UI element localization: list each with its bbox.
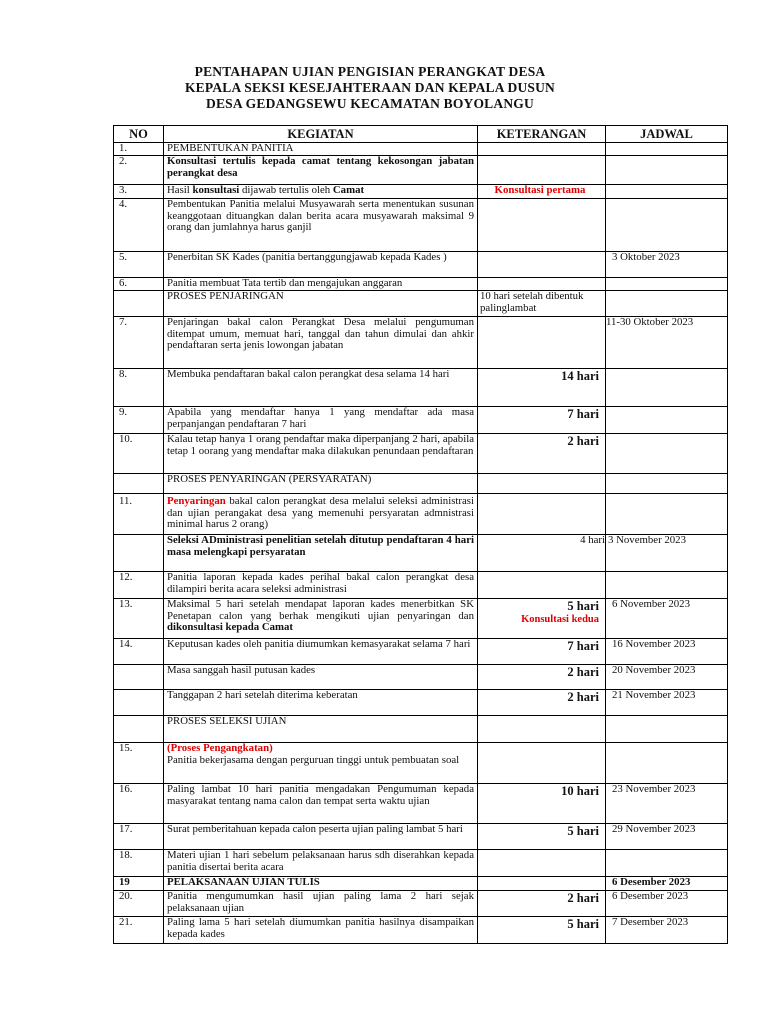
row-kegiatan: Apabila yang mendaftar hanya 1 yang mendaftar ada masa perpanjangan pendaftaran 7 hari	[164, 407, 478, 434]
table-row	[114, 474, 728, 494]
row-kegiatan: PEMBENTUKAN PANITIA	[164, 143, 478, 156]
row-jadwal	[606, 143, 728, 156]
row-keterangan	[478, 199, 606, 252]
table-row	[114, 572, 728, 599]
row-kegiatan: Panitia laporan kepada kades perihal bakal calon perangkat desa dilampiri berita acara seleksi administrasi	[164, 572, 478, 599]
row-kegiatan: Masa sanggah hasil putusan kades	[164, 665, 478, 690]
row-no	[114, 535, 164, 572]
header-jadwal: JADWAL	[606, 126, 728, 143]
row-keterangan	[478, 494, 606, 535]
row-no: 9.	[114, 407, 164, 434]
schedule-table	[113, 125, 728, 944]
row-jadwal	[606, 494, 728, 535]
row-jadwal	[606, 369, 728, 407]
row-no: 19	[114, 877, 164, 891]
row-jadwal: 7 Desember 2023	[606, 917, 728, 944]
row-keterangan: 2 hari	[478, 690, 606, 716]
table-row	[114, 665, 728, 690]
keterangan-value: 5 hari	[567, 599, 599, 613]
row-no: 1.	[114, 143, 164, 156]
kegiatan-red-part: Penyaringan	[167, 495, 226, 507]
row-keterangan	[478, 850, 606, 877]
row-keterangan: 7 hari	[478, 639, 606, 665]
title-line-2: KEPALA SEKSI KESEJAHTERAAN DAN KEPALA DUSUN	[184, 80, 556, 95]
table-row	[114, 199, 728, 252]
row-no: 2.	[114, 156, 164, 185]
keterangan-note: Konsultasi kedua	[521, 614, 599, 625]
row-no: 5.	[114, 252, 164, 278]
row-no: 7.	[114, 317, 164, 369]
document-title	[0, 64, 740, 112]
row-jadwal	[606, 850, 728, 877]
row-keterangan	[478, 278, 606, 291]
row-no: 13.	[114, 599, 164, 639]
row-no: 12.	[114, 572, 164, 599]
row-keterangan	[478, 143, 606, 156]
row-keterangan: 5 hari	[478, 917, 606, 944]
row-kegiatan: PROSES SELEKSI UJIAN	[164, 716, 478, 743]
table-row	[114, 824, 728, 850]
row-no: 20.	[114, 891, 164, 917]
row-jadwal: 6 November 2023	[606, 599, 728, 639]
title-line-1: PENTAHAPAN UJIAN PENGISIAN PERANGKAT DESA	[194, 64, 546, 79]
row-keterangan: 4 hari	[478, 535, 606, 572]
table-header-row	[114, 126, 728, 143]
row-jadwal: 21 November 2023	[606, 690, 728, 716]
row-no	[114, 291, 164, 317]
row-kegiatan: Penerbitan SK Kades (panitia bertanggungjawab kepada Kades )	[164, 252, 478, 278]
row-jadwal: 11-30 Oktober 2023	[606, 317, 728, 369]
kegiatan-part: Hasil	[167, 184, 193, 196]
row-kegiatan: Paling lama 5 hari setelah diumumkan panitia hasilnya disampaikan kepada kades	[164, 917, 478, 944]
table-row	[114, 716, 728, 743]
row-keterangan	[478, 572, 606, 599]
table-row	[114, 850, 728, 877]
table-row	[114, 434, 728, 474]
table-row	[114, 891, 728, 917]
row-no: 21.	[114, 917, 164, 944]
row-kegiatan: Panitia mengumumkan hasil ujian paling lama 2 hari sejak pelaksanaan ujian	[164, 891, 478, 917]
row-jadwal	[606, 572, 728, 599]
row-kegiatan: Tanggapan 2 hari setelah diterima keberatan	[164, 690, 478, 716]
table-row	[114, 185, 728, 199]
row-kegiatan: Konsultasi tertulis kepada camat tentang kekosongan jabatan perangkat desa	[164, 156, 478, 185]
row-kegiatan: Materi ujian 1 hari sebelum pelaksanaan harus sdh diserahkan kepada panitia disertai berita acara	[164, 850, 478, 877]
row-keterangan: 2 hari	[478, 665, 606, 690]
row-keterangan: 10 hari setelah dibentuk palinglambat	[478, 291, 606, 317]
table-row	[114, 291, 728, 317]
row-jadwal: 20 November 2023	[606, 665, 728, 690]
row-jadwal	[606, 185, 728, 199]
row-kegiatan	[164, 185, 478, 199]
row-kegiatan: Surat pemberitahuan kepada calon peserta ujian paling lambat 5 hari	[164, 824, 478, 850]
row-kegiatan: Seleksi ADministrasi penelitian setelah ditutup pendaftaran 4 hari masa melengkapi persyaratan	[164, 535, 478, 572]
row-jadwal	[606, 156, 728, 185]
row-kegiatan: Kalau tetap hanya 1 orang pendaftar maka diperpanjang 2 hari, apabila tetap 1 oorang yang mendaftar maka dilakukan penundaan pendaftaran	[164, 434, 478, 474]
table-row	[114, 278, 728, 291]
header-keterangan: KETERANGAN	[478, 126, 606, 143]
row-no	[114, 665, 164, 690]
row-kegiatan: Pembentukan Panitia melalui Musyawarah serta menentukan susunan keanggotaan dituangkan dalan berita acara musyawarah maksimal 9 orang dan jumlahnya harus ganjil	[164, 199, 478, 252]
row-no	[114, 690, 164, 716]
table-row	[114, 877, 728, 891]
row-jadwal	[606, 743, 728, 784]
row-kegiatan: Membuka pendaftaran bakal calon perangkat desa selama 14 hari	[164, 369, 478, 407]
row-no	[114, 474, 164, 494]
row-kegiatan: PELAKSANAAN UJIAN TULIS	[164, 877, 478, 891]
row-kegiatan: PROSES PENJARINGAN	[164, 291, 478, 317]
table-row	[114, 784, 728, 824]
header-no: NO	[114, 126, 164, 143]
row-jadwal: 29 November 2023	[606, 824, 728, 850]
row-no: 6.	[114, 278, 164, 291]
row-keterangan: 5 hari	[478, 824, 606, 850]
row-jadwal	[606, 199, 728, 252]
row-no: 11.	[114, 494, 164, 535]
kegiatan-bold-part: konsultasi	[192, 184, 240, 196]
table-row	[114, 917, 728, 944]
kegiatan-bold-part: Camat	[332, 184, 365, 196]
row-keterangan: 7 hari	[478, 407, 606, 434]
row-no: 17.	[114, 824, 164, 850]
row-no: 18.	[114, 850, 164, 877]
row-kegiatan	[164, 743, 478, 784]
row-kegiatan: Keputusan kades oleh panitia diumumkan kemasyarakat selama 7 hari	[164, 639, 478, 665]
row-keterangan	[478, 317, 606, 369]
kegiatan-part: Panitia bekerjasama dengan perguruan tinggi untuk pembuatan soal	[167, 753, 460, 766]
row-no: 8.	[114, 369, 164, 407]
row-keterangan: 2 hari	[478, 891, 606, 917]
row-keterangan	[478, 877, 606, 891]
row-jadwal	[606, 291, 728, 317]
table-row	[114, 690, 728, 716]
row-keterangan	[478, 252, 606, 278]
kegiatan-red-part: (Proses Pengangkatan)	[167, 742, 273, 754]
row-keterangan	[478, 474, 606, 494]
row-jadwal: 3 Oktober 2023	[606, 252, 728, 278]
table-row	[114, 743, 728, 784]
row-no	[114, 716, 164, 743]
table-row	[114, 252, 728, 278]
row-kegiatan: PROSES PENYARINGAN (PERSYARATAN)	[164, 474, 478, 494]
kegiatan-bold-part: dikonsultasi kepada Camat	[167, 621, 293, 634]
header-kegiatan: KEGIATAN	[164, 126, 478, 143]
row-jadwal	[606, 474, 728, 494]
row-no: 16.	[114, 784, 164, 824]
row-jadwal: 16 November 2023	[606, 639, 728, 665]
row-kegiatan	[164, 599, 478, 639]
row-jadwal: 6 Desember 2023	[606, 877, 728, 891]
row-keterangan: 2 hari	[478, 434, 606, 474]
row-keterangan: Konsultasi pertama	[478, 185, 606, 199]
row-kegiatan: Penjaringan bakal calon Perangkat Desa melalui pengumuman ditempat umum, memuat hari, tanggal dan tahun dimulai dan ahkir pendaftaran serta jenis lowongan jabatan	[164, 317, 478, 369]
row-jadwal: 23 November 2023	[606, 784, 728, 824]
row-kegiatan: Panitia membuat Tata tertib dan mengajukan anggaran	[164, 278, 478, 291]
kegiatan-part: bakal calon perangkat desa melalui seleksi administrasi dan ujian perangakat desa yang memenuhi persyaratan admnistrasi minimal harus 2 orang)	[167, 495, 474, 531]
row-no: 10.	[114, 434, 164, 474]
table-row	[114, 317, 728, 369]
table-row	[114, 599, 728, 639]
row-keterangan	[478, 743, 606, 784]
row-keterangan	[478, 156, 606, 185]
table-row	[114, 156, 728, 185]
row-no: 3.	[114, 185, 164, 199]
row-no: 15.	[114, 743, 164, 784]
table-row	[114, 143, 728, 156]
table-row	[114, 494, 728, 535]
row-no: 14.	[114, 639, 164, 665]
row-kegiatan: Paling lambat 10 hari panitia mengadakan Pengumuman kepada masyarakat tentang nama calon dan tempat serta waktu ujian	[164, 784, 478, 824]
table-row	[114, 535, 728, 572]
title-line-3: DESA GEDANGSEWU KECAMATAN BOYOLANGU	[206, 96, 534, 111]
table-row	[114, 407, 728, 434]
row-kegiatan	[164, 494, 478, 535]
row-jadwal	[606, 716, 728, 743]
row-jadwal: 6 Desember 2023	[606, 891, 728, 917]
table-row	[114, 369, 728, 407]
row-jadwal	[606, 278, 728, 291]
row-keterangan	[478, 599, 606, 639]
kegiatan-part: Maksimal 5 hari setelah mendapat laporan kades menerbitkan SK Penetapan calon yang berhak mengikuti ujian penyaringan dan	[167, 598, 474, 622]
row-no: 4.	[114, 199, 164, 252]
row-jadwal	[606, 407, 728, 434]
row-keterangan: 10 hari	[478, 784, 606, 824]
table-row	[114, 639, 728, 665]
row-jadwal	[606, 434, 728, 474]
row-keterangan	[478, 716, 606, 743]
row-keterangan: 14 hari	[478, 369, 606, 407]
row-jadwal: 3 November 2023	[606, 535, 728, 572]
kegiatan-part: dijawab tertulis oleh	[239, 184, 333, 196]
